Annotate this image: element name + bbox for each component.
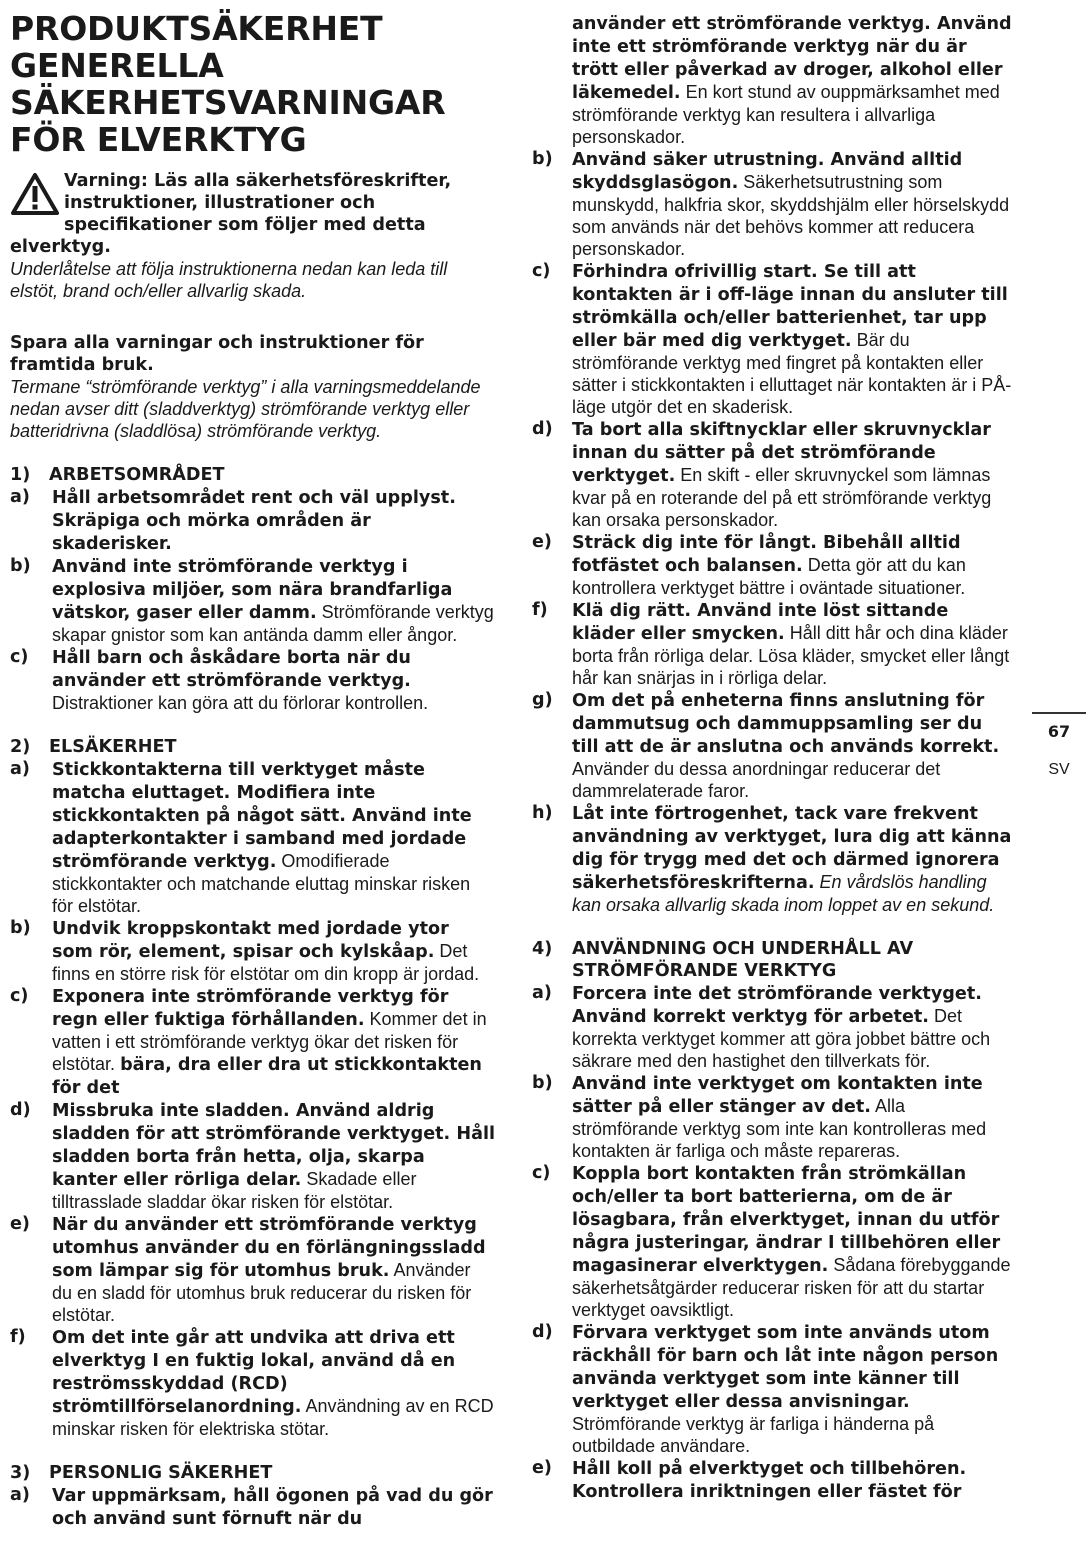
page-number: 67 [1032, 712, 1086, 741]
item-bold: använder ett strömförande verktyg. Använd inte ett strömförande verktyg när du är trött eller påverkad av droger, alkohol eller läkemedel. [572, 14, 1012, 103]
list-item [532, 1321, 1014, 1457]
section-heading [532, 938, 1014, 982]
warning-icon [10, 172, 60, 216]
item-bold: Om det inte går att undvika att driva ett elverktyg I en fuktig lokal, använd då en reströmsskyddad (RCD) strömtillförselanordning. [52, 1328, 456, 1417]
continued-item [532, 12, 1014, 148]
item-label: e) [532, 532, 552, 552]
list-item [532, 148, 1014, 260]
item-text: En kort stund av ouppmärksamhet med strömförande verktyg kan resultera i allvarliga personskador. [572, 82, 1000, 147]
item-text: Omodifierade stickkontakter och matchande eluttag minskar risken för elstötar. [52, 851, 471, 916]
item-bold: Använd säker utrustning. Använd alltid skyddsglasögon. [572, 150, 963, 193]
item-bold: Förhindra ofrivillig start. Se till att kontakten är i off-läge innan du ansluter till strömkälla och/eller batterienhet, tar upp eller bär med dig verktyget. [572, 262, 1008, 351]
title-line: SÄKERHETSVARNINGAR [10, 83, 446, 122]
item-label: d) [532, 419, 553, 439]
left-column [10, 0, 495, 1530]
item-label: g) [532, 690, 553, 710]
list-item [10, 486, 495, 555]
item-bold: Sträck dig inte för långt. Bibehåll alltid fotfästet och balansen. [572, 533, 961, 576]
item-label: b) [10, 918, 31, 938]
list-item [10, 1326, 495, 1440]
list-item [532, 260, 1014, 418]
item-label: d) [532, 1322, 553, 1342]
item-bold: Använd inte verktyget om kontakten inte sätter på eller stänger av det. [572, 1074, 983, 1117]
item-bold: Forcera inte det strömförande verktyget. Använd korrekt verktyg för arbetet. [572, 984, 982, 1027]
warning-note: Underlåtelse att följa instruktionerna nedan kan leda till elstöt, brand och/eller allvarlig skada. [10, 259, 448, 301]
list-item [10, 1484, 495, 1530]
section-title: ARBETSOMRÅDET [49, 465, 225, 485]
save-heading: Spara alla varningar och instruktioner för framtida bruk. [10, 333, 424, 375]
warning-block [10, 170, 495, 258]
item-label: a) [10, 1485, 30, 1505]
title-line: GENERELLA [10, 46, 224, 85]
list-item [532, 689, 1014, 802]
section-number: 4) [532, 939, 553, 959]
item-bold: Förvara verktyget som inte används utom räckhåll för barn och låt inte någon person använda verktyget som inte känner till verktyget eller dessa anvisningar. [572, 1323, 999, 1412]
item-bold: bära, dra eller dra ut stickkontakten för det [52, 1055, 482, 1098]
item-label: b) [532, 1073, 553, 1093]
right-column [532, 0, 1014, 1503]
list-item [532, 1072, 1014, 1162]
section-title: ELSÄKERHET [49, 737, 177, 757]
item-bold: Ta bort alla skiftnycklar eller skruvnycklar innan du sätter på det strömförande verktyget. [572, 420, 991, 486]
item-bold: Exponera inte strömförande verktyg för regn eller fuktiga förhållanden. [52, 987, 449, 1030]
item-bold: Koppla bort kontakten från strömkällan och/eller ta bort batterierna, om de är lösagbara, från elverktyget, innan du utför några justeringar, ändrar I tillbehören eller magasinerar elverktygen. [572, 1164, 1001, 1276]
item-text: Distraktioner kan göra att du förlorar kontrollen. [52, 693, 429, 713]
section-title: ANVÄNDNING OCH UNDERHÅLL AV STRÖMFÖRANDE VERKTYG [572, 939, 914, 981]
item-bold: Undvik kroppskontakt med jordade ytor som rör, element, spisar och kylskåap. [52, 919, 449, 962]
item-text: Använder du en sladd för utomhus bruk reducerar du risken för elstötar. [52, 1260, 472, 1325]
item-text: En skift - eller skruvnyckel som lämnas kvar på en roterande del på ett strömförande verktyg kan orsaka personskador. [572, 465, 992, 530]
list-item [10, 646, 495, 714]
section-heading [10, 736, 495, 758]
item-text: Sådana förebyggande säkerhetsåtgärder reducerar risken för att du startar verktyget oavsiktligt. [572, 1255, 1011, 1320]
title-line: FÖR ELVERKTYG [10, 120, 307, 159]
item-label: a) [10, 759, 30, 779]
item-text: Det korrekta verktyget kommer att göra jobbet bättre och säkrare med den hastighet den tillverkats för. [572, 1006, 991, 1071]
item-label: c) [532, 261, 551, 281]
title-line: PRODUKTSÄKERHET [10, 9, 383, 48]
warning-text: Varning: Läs alla säkerhetsföreskrifter, instruktioner, illustrationer och specifikationer som följer med detta elverktyg. [10, 171, 452, 257]
list-item [10, 758, 495, 917]
item-label: a) [532, 983, 552, 1003]
item-text: Kommer det in vatten i ett strömförande verktyg ökar det risken för elstötar. [52, 1009, 487, 1074]
item-bold: Missbruka inte sladden. Använd aldrig sladden för att strömförande verktyget. Håll sladden borta från hetta, olja, skarpa kanter eller rörliga delar. [52, 1101, 496, 1190]
page-tab [1032, 712, 1086, 779]
item-label: e) [10, 1214, 30, 1234]
item-italic: En vårdslös handling kan orsaka allvarlig skada inom loppet av en sekund. [572, 872, 995, 915]
language-code: SV [1048, 761, 1070, 778]
list-item [10, 917, 495, 985]
list-item [532, 418, 1014, 531]
item-label: a) [10, 487, 30, 507]
item-bold: Håll koll på elverktyget och tillbehören. Kontrollera inriktningen eller fästet för [572, 1459, 967, 1502]
item-bold: Var uppmärksam, håll ögonen på vad du gör och använd sunt förnuft när du [52, 1486, 493, 1529]
save-block [10, 332, 495, 442]
section-number: 2) [10, 737, 31, 757]
item-text: Det finns en större risk för elstötar om din kropp är jordad. [52, 941, 480, 984]
item-text: Skadade eller tilltrasslade sladdar ökar risken för elstötar. [52, 1169, 417, 1212]
item-bold: Klä dig rätt. Använd inte löst sittande kläder eller smycken. [572, 601, 949, 644]
item-text: Detta gör att du kan kontrollera verktyget bättre i oväntade situationer. [572, 555, 966, 598]
list-item [10, 555, 495, 646]
item-label: c) [10, 986, 29, 1006]
item-bold: Håll barn och åskådare borta när du använder ett strömförande verktyg. [52, 648, 411, 691]
item-label: b) [532, 149, 553, 169]
section-heading [10, 464, 495, 486]
item-text: Strömförande verktyg är farliga i händerna på outbildade användare. [572, 1414, 935, 1456]
list-item [532, 982, 1014, 1072]
item-label: f) [532, 600, 548, 620]
item-text: Bär du strömförande verktyg med fingret på kontakten eller sätter i stickkontakten i elluttaget när kontakten är i PÅ-läge utgör det en skaderisk. [572, 330, 1012, 417]
item-label: f) [10, 1327, 26, 1347]
list-item [532, 1457, 1014, 1503]
section-number: 1) [10, 465, 31, 485]
item-label: e) [532, 1458, 552, 1478]
item-label: c) [10, 647, 29, 667]
item-label: d) [10, 1100, 31, 1120]
list-item [10, 1213, 495, 1326]
section-number: 3) [10, 1463, 31, 1483]
list-item [10, 1099, 495, 1213]
page-title [10, 10, 495, 158]
item-text: Håll ditt hår och dina kläder borta från rörliga delar. Lösa kläder, smycket eller långt hår kan snärjas in i rörliga delar. [572, 623, 1010, 688]
item-text: Alla strömförande verktyg som inte kan kontrolleras med kontakten är farliga och måste repareras. [572, 1096, 987, 1161]
item-bold: Låt inte förtrogenhet, tack vare frekvent användning av verktyget, lura dig att känna dig för trygg med det och därmed ignorera säkerhetsföreskrifterna. [572, 804, 1012, 893]
item-bold: Håll arbetsområdet rent och väl upplyst. Skräpiga och mörka områden är skaderisker. [52, 488, 456, 554]
section-heading [10, 1462, 495, 1484]
list-item [532, 531, 1014, 599]
item-bold: När du använder ett strömförande verktyg utomhus använder du en förlängningssladd som lämpar sig för utomhus bruk. [52, 1215, 486, 1281]
item-label: h) [532, 803, 553, 823]
item-text: Användning av en RCD minskar risken för elektriska stötar. [52, 1396, 494, 1439]
item-text: Strömförande verktyg skapar gnistor som kan antända damm eller ångor. [52, 602, 494, 645]
save-note: Termane “strömförande verktyg” i alla varningsmeddelande nedan avser ditt (sladdverktyg) strömförande verktyg eller batteridrivna (sladdlösa) strömförande verktyg. [10, 377, 481, 441]
section-title: PERSONLIG SÄKERHET [49, 1463, 273, 1483]
item-bold: Använd inte strömförande verktyg i explosiva miljöer, som nära brandfarliga vätskor, gaser eller damm. [52, 557, 453, 623]
list-item [532, 1162, 1014, 1321]
list-item [10, 985, 495, 1099]
list-item [532, 599, 1014, 689]
item-text: Säkerhetsutrustning som munskydd, halkfria skor, skyddshjälm eller hörselskydd som används när det behövs kommer att reducera personskador. [572, 172, 1010, 259]
item-bold: Om det på enheterna finns anslutning för dammutsug och dammuppsamling ser du till att de är anslutna och används korrekt. [572, 691, 1000, 757]
item-label: b) [10, 556, 31, 576]
item-text: Använder du dessa anordningar reducerar det dammrelaterade faror. [572, 759, 941, 801]
item-label: c) [532, 1163, 551, 1183]
item-bold: Stickkontakterna till verktyget måste matcha eluttaget. Modifiera inte stickkontakten på något sätt. Använd inte adapterkontakter i samband med jordade strömförande verktyg. [52, 760, 472, 872]
list-item [532, 802, 1014, 916]
